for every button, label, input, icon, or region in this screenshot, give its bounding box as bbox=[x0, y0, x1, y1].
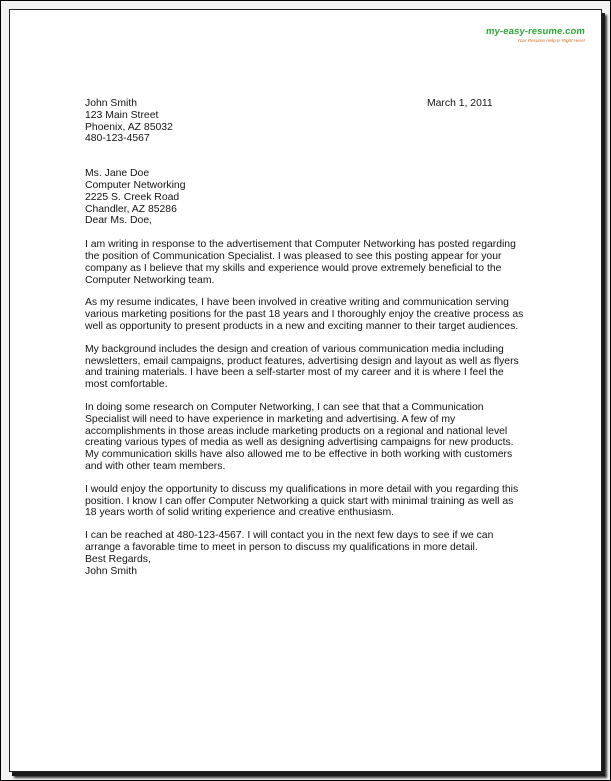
body-paragraph bbox=[85, 484, 525, 519]
paragraph-line: and training materials. I have been a self-starter most of my career and it is where I feel the bbox=[85, 367, 504, 379]
letter-date: March 1, 2011 bbox=[427, 98, 493, 109]
sender-city: Phoenix, AZ 85032 bbox=[85, 121, 173, 133]
brand-watermark bbox=[486, 26, 585, 43]
recipient-address bbox=[85, 168, 525, 215]
paragraph-line: creating various types of media as well as designing advertising campaigns for new products. bbox=[85, 437, 514, 449]
paragraph-line: and with other team members. bbox=[85, 460, 226, 472]
paragraph-line: well as opportunity to present products in a new and exciting manner to their target audiences. bbox=[85, 320, 519, 332]
brand-tagline: Your Resume Help Is Right Here! bbox=[517, 38, 585, 43]
paragraph-line: most comfortable. bbox=[85, 379, 168, 391]
closing: Best Regards, bbox=[85, 553, 151, 565]
paragraph-line: I am writing in response to the advertisement that Computer Networking has posted regarding bbox=[85, 239, 516, 251]
cover-letter bbox=[85, 98, 525, 577]
paragraph-line: company as I believe that my skills and experience would prove extremely beneficial to the bbox=[85, 262, 502, 274]
paragraph-line: position. I know I can offer Computer Networking a quick start with minimal training as well as bbox=[85, 495, 514, 507]
recipient-company: Computer Networking bbox=[85, 179, 186, 191]
brand-logo: my-easy-resume.com bbox=[485, 26, 586, 37]
signature-name: John Smith bbox=[85, 565, 137, 577]
paragraph-line: arrange a favorable time to meet in person to discuss my qualifications in more detail. bbox=[85, 541, 478, 553]
paragraph-line: 18 years worth of solid writing experience and creative enthusiasm. bbox=[85, 507, 394, 519]
recipient-name: Ms. Jane Doe bbox=[85, 168, 150, 180]
letter-page bbox=[9, 9, 602, 772]
paragraph-line: accomplishments in those areas include marketing products on a regional and national level bbox=[85, 425, 508, 437]
paragraph-line: My communication skills have also allowed me to be effective in both working with customers bbox=[85, 449, 513, 461]
sender-phone: 480-123-4567 bbox=[85, 133, 150, 145]
paragraph-line: I would enjoy the opportunity to discuss my qualifications in more detail with you regarding this bbox=[85, 483, 519, 495]
body-paragraph bbox=[85, 344, 525, 391]
paragraph-line: Computer Networking team. bbox=[85, 274, 215, 286]
paragraph-line: In doing some research on Computer Networking, I can see that that a Communication bbox=[85, 401, 484, 413]
salutation: Dear Ms. Doe, bbox=[85, 215, 152, 227]
body-paragraph bbox=[85, 297, 525, 332]
paragraph-line: various marketing positions for the past 18 years and I thoroughly enjoy the creative process as bbox=[85, 309, 524, 321]
recipient-city: Chandler, AZ 85286 bbox=[85, 203, 177, 215]
letter-body bbox=[85, 239, 525, 554]
paragraph-line: I can be reached at 480-123-4567. I will contact you in the next few days to see if we can bbox=[85, 530, 494, 542]
paragraph-line: the position of Communication Specialist. I was pleased to see this posting appear for your bbox=[85, 250, 502, 262]
paragraph-line: My background includes the design and creation of various communication media including bbox=[85, 343, 504, 355]
body-paragraph bbox=[85, 239, 525, 286]
body-paragraph bbox=[85, 402, 525, 473]
recipient-street: 2225 S. Creek Road bbox=[85, 191, 180, 203]
paragraph-line: newsletters, email campaigns, product features, advertising design and layout as well as flyers bbox=[85, 355, 519, 367]
paragraph-line: As my resume indicates, I have been involved in creative writing and communication serving bbox=[85, 297, 509, 309]
sender-name: John Smith bbox=[85, 98, 137, 109]
body-paragraph bbox=[85, 530, 525, 554]
paragraph-line: Specialist will need to have experience in marketing and advertising. A few of my bbox=[85, 413, 456, 425]
sender-street: 123 Main Street bbox=[85, 109, 159, 121]
